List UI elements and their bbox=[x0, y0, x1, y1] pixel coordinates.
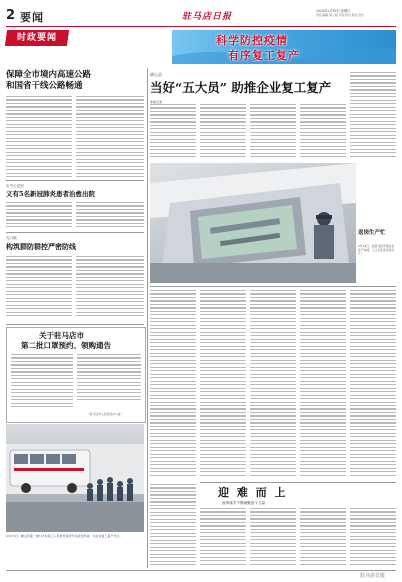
bottom-body-col3 bbox=[300, 508, 346, 568]
page-number: 2 bbox=[6, 8, 16, 23]
page-header bbox=[6, 6, 396, 26]
factory-illustration bbox=[150, 163, 356, 283]
bottom-body-col1 bbox=[200, 508, 246, 568]
article4-body-col2 bbox=[77, 354, 141, 404]
footer-rule bbox=[6, 570, 396, 571]
bottom-divider bbox=[200, 482, 396, 483]
feature-cont-col5 bbox=[350, 290, 396, 480]
article3-title: 构筑群防群控严密防线 bbox=[6, 242, 76, 251]
bus-illustration bbox=[6, 424, 144, 532]
article4-footer: （驻马店市人民政府办公室） bbox=[87, 412, 124, 416]
feature-title: 当好“五大员” 助推企业复工复产 bbox=[150, 80, 332, 95]
article2-body-col2 bbox=[76, 202, 144, 230]
header-rule bbox=[6, 26, 396, 27]
feature-cont-col3 bbox=[250, 290, 296, 480]
article4-title-line1: 关于驻马店市 bbox=[39, 331, 84, 340]
banner-right bbox=[172, 30, 396, 64]
banner-right-line2: 有序复工复产 bbox=[228, 49, 300, 62]
article1-body-col1 bbox=[6, 96, 72, 178]
article1-title-line2: 和国省干线公路畅通 bbox=[6, 81, 83, 91]
bottom-body-col4 bbox=[350, 508, 396, 568]
article4-title-line2: 第二批口罩预约、领购通告 bbox=[21, 341, 111, 350]
left-article-1 bbox=[6, 70, 144, 92]
feature-body-col4 bbox=[300, 104, 346, 160]
article2-body-col1 bbox=[6, 202, 72, 230]
date-line: 2020年2月16日 星期日 bbox=[316, 9, 351, 13]
feature-byline: 本报记者 bbox=[150, 100, 163, 104]
left-photo bbox=[6, 424, 144, 532]
bottom-subtitle: 改革旗手不断凝聚奋斗力量 bbox=[222, 501, 266, 505]
feature-body-col2 bbox=[200, 104, 246, 160]
article3-body-col2 bbox=[76, 256, 144, 320]
bottom-title: 迎 难 而 上 bbox=[218, 486, 288, 499]
banner-left-text: 时政要闻 bbox=[16, 33, 57, 43]
banner-right-line1: 科学防控疫情 bbox=[216, 34, 288, 47]
article2-title: 义有5名新冠肺炎患者治愈出院 bbox=[6, 190, 96, 198]
feature-cont-col2 bbox=[200, 290, 246, 480]
article4-body-col1 bbox=[11, 354, 73, 412]
left-divider-3 bbox=[6, 324, 144, 325]
feature-body-col5 bbox=[350, 72, 396, 160]
article2-kicker: 市中心医院 bbox=[6, 184, 24, 188]
banner-left bbox=[5, 30, 69, 46]
editor-line: 责任编辑 第三版 责任校对 版式设计 bbox=[316, 13, 364, 17]
left-photo-caption: 2月15日，确山县第一批113名务工人员乘坐返岗专车赶往外省，为企业复工复产出力。 bbox=[6, 534, 123, 538]
left-divider-2 bbox=[6, 232, 144, 233]
article4-box bbox=[6, 327, 146, 423]
feature-body-col1 bbox=[150, 104, 196, 160]
newspaper-logo: 驻马店日报 bbox=[182, 12, 233, 22]
feature-body-col3 bbox=[250, 104, 296, 160]
article1-body-col2 bbox=[76, 96, 144, 178]
left-divider-1 bbox=[6, 180, 144, 181]
section-name: 要闻 bbox=[20, 11, 44, 24]
feature-kicker: 确山县 bbox=[150, 72, 162, 77]
bottom-body-col0 bbox=[150, 484, 196, 568]
feature-photo-label: 返岗生产忙 bbox=[358, 230, 386, 236]
feature-photo-caption: 2月14日，在驻马店市某企业生产车间，工人们正在有序生产。 bbox=[358, 244, 395, 256]
feature-cont-col1 bbox=[150, 290, 196, 480]
feature-photo bbox=[150, 163, 356, 283]
feature-cont-col4 bbox=[300, 290, 346, 480]
bottom-body-col2 bbox=[250, 508, 296, 568]
article3-kicker: 光口镇 bbox=[6, 236, 17, 240]
footer-watermark: 驻马店日报 bbox=[360, 573, 386, 579]
column-separator bbox=[147, 68, 148, 568]
article3-body-col1 bbox=[6, 256, 72, 320]
feature-divider bbox=[150, 286, 396, 287]
article1-title-line1: 保障全市境内高速公路 bbox=[6, 70, 92, 80]
